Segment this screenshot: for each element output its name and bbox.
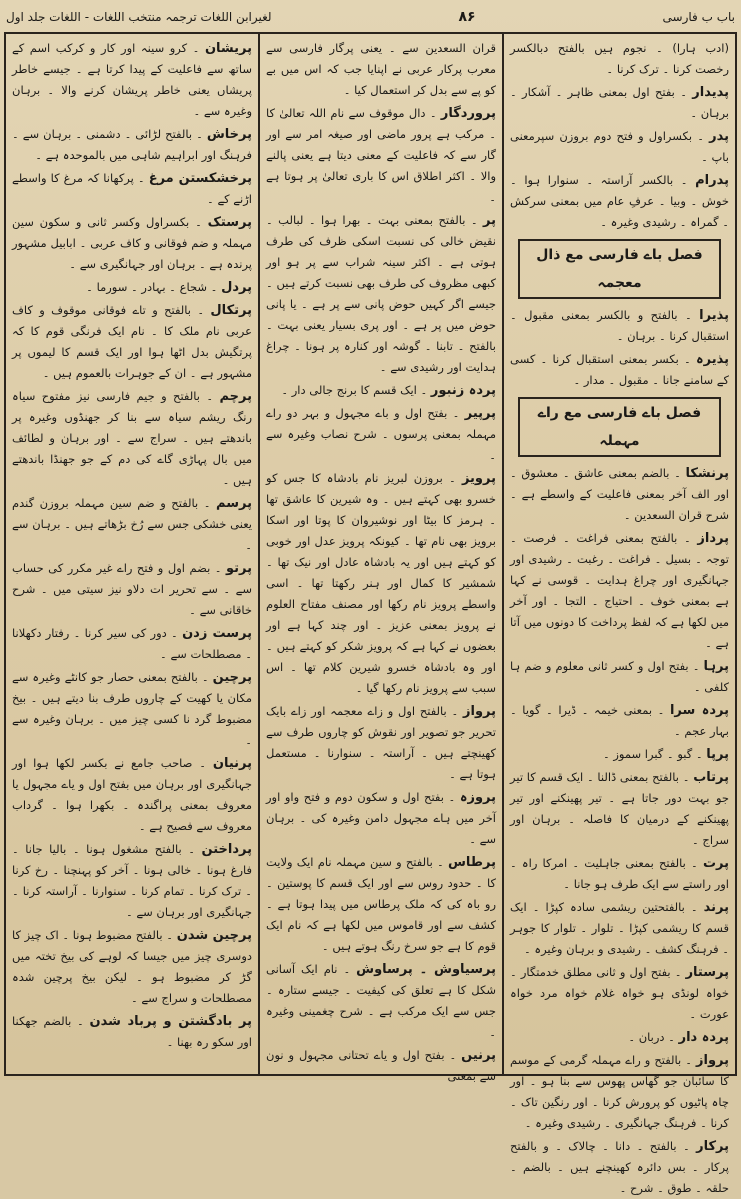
entry-definition: بکسر بمعنی استقبال کرنا ۔ کسی کے سامنے جانا ۔ مقبول ۔ مدار ۔ bbox=[510, 352, 729, 387]
entry-term: پرتکال bbox=[210, 303, 252, 318]
entry-definition: بالفتح و تاے فوقانی موقوف و کاف عربی نام ملک کا ۔ نام ایک فرنگی قوم کا کہ پرتگیش بدل اٹھا ہوا اور ایک قسم کا لیموں پر مشہور ہے ۔ ان کے جوہرات بالعموم ہیں ۔ bbox=[12, 303, 252, 380]
term-separator: ۔ bbox=[465, 213, 484, 227]
term-separator: ۔ bbox=[133, 171, 149, 185]
entry-definition: بالفتح بمعنی حصار جو کانٹے وغیرہ سے مکان یا کھیت کے چاروں طرف بنا دیتے ہیں ۔ بیخ مضبوط گرد نا کسی چیز میں ۔ برہان وغیرہ سے ۔ bbox=[12, 670, 252, 747]
entry-term: پذیرہ bbox=[696, 352, 729, 367]
term-separator: ۔ bbox=[197, 670, 213, 684]
entry-term: پرنشکا bbox=[685, 466, 729, 481]
dictionary-entry bbox=[12, 212, 252, 275]
entry-term: پرخشکستن مرغ bbox=[148, 171, 252, 186]
dictionary-entry bbox=[12, 753, 252, 837]
dictionary-entry bbox=[510, 305, 729, 347]
entry-definition: بالکسر آراستہ ۔ سنوارا ہوا ۔ خوش ۔ وبیا ۔ عرفِ عام میں بمعنی سرکش ۔ گمراہ ۔ رشیدی وغیرہ ۔ bbox=[510, 173, 729, 229]
right-mid-entries bbox=[510, 305, 729, 391]
entry-term: پرسم bbox=[216, 496, 252, 511]
entry-term: پرکار bbox=[696, 1139, 729, 1154]
text-frame bbox=[4, 32, 737, 1195]
entry-definition: بالفتح و جیم فارسی نیز مفتوح سیاہ رنگ ریشم سیاہ سے بنا کر جھنڈوں وغیرہ پر باندھتے ہیں ۔ سراج سے ۔ اور برہان و لطائف میں بال پہاڑی گاے کی دم کے جو جھنڈا باندھتے ہیں ۔ bbox=[12, 389, 252, 487]
entry-definition: بالفتح و سین مہملہ نام ایک ولایت کا ۔ حدود روس سے اور ایک قسم کا پوستین ۔ رو باہ کی کہ ملک پرطاس میں پیدا ہوتا ہے ۔ کشف سے اور قاموس میں لکھا ہے کہ نام ایک قوم کا ہے جو سرخ رنگ ہوتے ہیں ۔ bbox=[266, 855, 496, 953]
dictionary-entry bbox=[510, 744, 729, 765]
entry-term: پرچم bbox=[219, 389, 252, 404]
term-separator: ۔ bbox=[187, 41, 205, 55]
entry-term: پرپیر bbox=[464, 406, 496, 421]
page-number: ۸۶ bbox=[458, 9, 476, 25]
dictionary-entry bbox=[12, 277, 252, 298]
dictionary-entry bbox=[510, 656, 729, 698]
entry-term: پرت bbox=[702, 856, 729, 871]
page-header bbox=[6, 4, 735, 30]
entry-definition: بالفتح و راے مہملہ گرمی کے موسم کا سائبان جو گھاس پھوس سے بنا ہو ۔ اور چاہ پاٹیوں کو پرورش کرنا ۔ اور رنگین تاک ۔ کرنا ۔ فرہنگ جہانگیری ۔ رشیدی وغیرہ ۔ bbox=[510, 1053, 729, 1130]
entry-definition: بالفتح لڑائی ۔ دشمنی ۔ برہان سے ۔ فرہنگ اور ابراہیم شاہی میں بالموحدہ ہے ۔ bbox=[12, 127, 252, 162]
term-separator: ۔ bbox=[443, 790, 460, 804]
dictionary-entry bbox=[12, 667, 252, 751]
entry-term: پرنیان bbox=[212, 756, 252, 771]
entry-definition: قران السعدین سے ۔ یعنی پرگار فارسی سے معرب پرکار عربی نے اپنایا جب کہ اس میں بے کو پے سے بدل کر استعمال کیا ۔ bbox=[266, 41, 496, 97]
entry-definition: بفتح اول و یاے تحتانی مجہول و نون سے بمعنی bbox=[266, 1048, 496, 1083]
entry-definition: بالفتح اول و زاے معجمہ اور زاے بایک تحریر جو تصویر اور نقوش کو چاروں طرف سے کھینچتے ہیں ۔ آراستہ ۔ سنوارنا ۔ مستعمل ہوتا ہے ۔ bbox=[266, 704, 496, 781]
entry-definition: بالفتح بمعنی ڈالنا ۔ ایک قسم کا تیر جو بہت دور جاتا ہے ۔ تیر پھینکنے اور تیر پھینکنے کے درمیان کا فاصلہ ۔ برہان اور سراج ۔ bbox=[510, 770, 729, 847]
dictionary-entry bbox=[12, 925, 252, 1009]
term-separator: ۔ bbox=[199, 389, 220, 403]
entry-definition: بضم اول و فتح راے غیر مکرر کی حساب سے ۔ سے تحریر ات دلاو نیز سیتی میں ۔ شرح خاقانی سے ۔ bbox=[12, 561, 252, 617]
term-separator: ۔ bbox=[677, 531, 698, 545]
right-bottom-entries bbox=[510, 463, 729, 1199]
entry-term: پردہ دار bbox=[678, 1030, 729, 1045]
entry-definition: بفتح اول و کسر ثانی معلوم و ضم ہا کلفی ۔ bbox=[510, 659, 729, 694]
entry-term: پرطاس bbox=[447, 855, 496, 870]
entry-term: پر bbox=[483, 213, 496, 228]
dictionary-entry bbox=[266, 787, 496, 850]
dictionary-entry bbox=[12, 168, 252, 210]
entry-definition: نام ایک آسانی شکل کا ہے تعلق کی کیفیت ۔ جیسے ستارہ ۔ جس سے ایک مرکب ہے ۔ شرح چغمینی وغیرہ ۔ bbox=[266, 962, 496, 1039]
entry-term: پر بادگشتن و پرباد شدن bbox=[89, 1014, 252, 1029]
entry-definition: پرکھانا کہ مرغ کا واسطے اڑنے کے ۔ bbox=[12, 171, 252, 206]
dictionary-entry bbox=[266, 38, 496, 101]
dictionary-entry bbox=[510, 853, 729, 895]
dictionary-entry bbox=[510, 1136, 729, 1199]
header-chapter-title: باب ب فارسی bbox=[662, 10, 735, 24]
entry-definition: شجاع ۔ بہادر ۔ سورما ۔ bbox=[86, 280, 208, 294]
dictionary-entry bbox=[12, 623, 252, 665]
entry-definition: بالفتح مضبوط ہونا ۔ اک چیز کا دوسری چیز میں جیسا کہ لوہے کی بیخ تختہ میں گڑ کر مضبوط ہو ۔ لیکن بیخ پرچین شدہ مصطلحات و سراج سے ۔ bbox=[12, 928, 252, 1005]
entry-term: پرواز bbox=[463, 704, 496, 719]
entry-term: پروزہ bbox=[459, 790, 496, 805]
dictionary-entry bbox=[12, 1011, 252, 1053]
term-separator: ۔ bbox=[673, 173, 696, 187]
entry-definition: بالفتح بمعنی فراغت ۔ فرصت ۔ توجہ ۔ بسیل ۔ فراغت ۔ رغبت ۔ رشیدی اور جہانگیری اور چراغ ہدایت ۔ قوسی نے کہا ہے بمعنی خوف ۔ احتیاج ۔ التجا ۔ اور آخر میں لکھا ہے کہ لفظ پرداخت کا دونوں میں آتا ہے ۔ bbox=[510, 531, 729, 650]
dictionary-entry bbox=[510, 767, 729, 851]
dictionary-entry bbox=[266, 1045, 496, 1087]
entry-definition: بالفتح و ضم سین مہملہ بروزن گندم یعنی خشکی جس سے رُخ بڑھاتے ہیں ۔ برہان سے ۔ bbox=[12, 496, 252, 552]
term-separator: ۔ bbox=[670, 965, 686, 979]
entry-definition: بروزن لبریز نام بادشاہ کا جس کو خسرو بھی کہتے ہیں ۔ وہ شیرین کا عاشق تھا ۔ ہرمز کا بیٹا اور نوشیروان کا پوتا اور اسکا برویز بھی نام تھا ۔ کیونکہ پرویز عدل اور خوبی کو کہتے ہیں اور یہ بادشاہ عادل اور نیک تھا ۔ شمشیر کا کمال اور ہنر رکھتا تھا ۔ اسی واسطے پرویز نام رکھا اور مصنف مفتاح العلوم نے پرویز بمعنی عزیز ۔ اور چند کہا ہے اور بعضوں نے کہا ہے کہ پرویز شکر کو کہتے ہیں ۔ اور وہ بادشاہ خسرو شیرین کلام تھا ۔ اس سبب سے پرویز نام رکھا گیا ۔ bbox=[266, 471, 496, 695]
dictionary-entry bbox=[12, 839, 252, 923]
entry-term: پرند bbox=[703, 900, 729, 915]
section-heading-ra: فصل باے فارسی مع راے مہملہ bbox=[518, 397, 721, 457]
term-separator: ۔ bbox=[676, 1139, 697, 1153]
entry-definition: بفتح اول و باے مجہول و بہر دو راے مہملہ بمعنی پرسوں ۔ شرح نصاب وغیرہ سے ۔ bbox=[266, 406, 496, 462]
term-separator: ۔ bbox=[191, 303, 211, 317]
dictionary-entry bbox=[12, 124, 252, 166]
entry-definition: بالفتح مشغول ہونا ۔ بالیا جانا ۔ فارغ ہونا ۔ خالی ہونا ۔ آخر کو پہنچنا ۔ رخ کرنا ۔ ترک کرنا ۔ تمام کرنا ۔ سنوارنا ۔ آراستہ کرنا ۔ جہانگیری اور برہان سے ۔ bbox=[12, 842, 252, 919]
header-book-title: لغیرابن اللغات ترجمہ منتخب اللغات - اللغات جلد اول bbox=[6, 10, 272, 24]
entry-definition: بالضم بمعنی عاشق ۔ معشوق ۔ اور الف آخر بمعنی فاعلیت کے واسطے ہے ۔ شرح قران السعدین ۔ bbox=[510, 466, 729, 522]
entry-definition: دال موقوف سے نام اللہ تعالیٰ کا ۔ مرکب ہے پرور ماضی اور صیغہ امر سے اور گار سے کہ فاعلیت کے معنی دیتا ہے یعنی پالنے والا ۔ اکثر اطلاق اس کا باری تعالیٰ پر ہوتا ہے ۔ bbox=[266, 106, 496, 204]
entry-term: پرپا bbox=[706, 747, 729, 762]
dictionary-entry bbox=[266, 468, 496, 699]
term-separator: ۔ bbox=[207, 280, 222, 294]
dictionary-entry bbox=[12, 38, 252, 122]
term-separator: ۔ bbox=[166, 626, 183, 640]
dictionary-entry bbox=[510, 1050, 729, 1134]
dictionary-entry bbox=[266, 852, 496, 957]
entry-term: پرتاب bbox=[693, 770, 729, 785]
dictionary-entry bbox=[266, 210, 496, 378]
dictionary-entry bbox=[12, 300, 252, 384]
entry-term: پرنیں bbox=[461, 1048, 496, 1063]
dictionary-entry bbox=[510, 38, 729, 80]
term-separator: ۔ bbox=[681, 1053, 696, 1067]
term-separator: ۔ bbox=[677, 308, 700, 322]
entry-term: پرستار bbox=[685, 965, 729, 980]
term-separator: ۔ bbox=[198, 496, 217, 510]
dictionary-entry bbox=[266, 403, 496, 466]
entry-term: پدیدار bbox=[692, 85, 729, 100]
entry-definition: دور کی سیر کرنا ۔ رفتار دکھلانا ۔ مصطلحات سے ۔ bbox=[12, 626, 252, 661]
entry-term: پدر bbox=[709, 129, 729, 144]
entry-term: پردہ زنبور bbox=[430, 383, 496, 398]
entry-term: پرست زدن bbox=[182, 626, 252, 641]
entry-term: پریشان bbox=[204, 41, 252, 56]
entry-definition: بمعنی خیمہ ۔ ڈیرا ۔ گویا ۔ بہار عجم ۔ bbox=[510, 703, 729, 738]
entry-definition: ایک قسم کا برنج جالی دار ۔ bbox=[281, 383, 417, 397]
dictionary-entry bbox=[510, 962, 729, 1025]
entry-definition: کرو سینہ اور کار و کرکب اسم کے ساتھ سے فاعلیت کے پیدا کرتا ہے ۔ جیسے خاطر پریشاں یعنی خاطر پریشان کرنے والا ۔ برہان وغیرہ سے ۔ bbox=[12, 41, 252, 118]
dictionary-entry bbox=[510, 349, 729, 391]
dictionary-entry bbox=[266, 701, 496, 785]
section-heading-dhal: فصل باے فارسی مع ذال معجمہ bbox=[518, 239, 721, 299]
entry-term: پردہ سرا bbox=[669, 703, 729, 718]
entry-definition: بفتح اول و ثانی مطلق خدمتگار ۔ خواہ لونڈی ہو خواہ غلام خواہ مرد خواہ عورت ۔ bbox=[510, 965, 729, 1021]
entry-term: پرویز bbox=[461, 471, 496, 486]
dictionary-entry bbox=[510, 463, 729, 526]
term-separator: ۔ bbox=[442, 471, 462, 485]
column-left bbox=[6, 34, 258, 1074]
entry-term: پرداز bbox=[697, 531, 729, 546]
column-right bbox=[502, 34, 735, 1195]
entry-term: پرستک bbox=[207, 215, 252, 230]
term-separator: ۔ bbox=[685, 856, 703, 870]
term-separator: ۔ bbox=[192, 127, 207, 141]
term-separator: ۔ bbox=[416, 383, 431, 397]
dictionary-entry bbox=[510, 82, 729, 124]
dictionary-entry bbox=[510, 1027, 729, 1048]
entry-term: پرواز bbox=[696, 1053, 729, 1068]
dictionary-entry bbox=[510, 700, 729, 742]
term-separator: ۔ bbox=[181, 842, 202, 856]
entry-definition: بالفتح بمعنی بہت ۔ بھرا ہوا ۔ لبالب ۔ نقیض خالی کی نسبت اسکی ظرف کی طرف ہوتی ہے ۔ اکثر سینہ شراب سے پر ہو اور کبھی مظروف کی طرف بھی نسبت کرتے ہیں ۔ جیسے اگر کہیں حوض پانی سے پر ہے ۔ یا پانی حوض میں پر ہے ۔ اور پری بسیار یعنی بہت ۔ بالفتح ۔ تابنا ۔ گوشہ اور کنارہ پر ہونا ۔ چراغ ہدایت اور رشیدی سے ۔ bbox=[266, 213, 496, 374]
term-separator: ۔ bbox=[444, 1048, 462, 1062]
dictionary-entry bbox=[12, 386, 252, 491]
dictionary-entry bbox=[266, 959, 496, 1043]
entry-definition: بالضم جھکنا اور سکو رہ بھنا ۔ bbox=[12, 1014, 252, 1049]
dictionary-entry bbox=[266, 380, 496, 401]
entry-term: پرتو bbox=[225, 561, 252, 576]
term-separator: ۔ bbox=[669, 466, 686, 480]
middle-entries bbox=[266, 38, 496, 1087]
term-separator: ۔ bbox=[210, 561, 226, 575]
entry-definition: بفتح اول و سکون دوم و فتح واو اور آخر میں ہاے مجہول دامن وغیرہ کی ۔ برہان سے ۔ bbox=[266, 790, 496, 846]
dictionary-entry bbox=[266, 103, 496, 208]
term-separator: ۔ bbox=[447, 406, 465, 420]
term-separator: ۔ bbox=[684, 900, 704, 914]
entry-term: پرداختن bbox=[201, 842, 252, 857]
term-separator: ۔ bbox=[162, 928, 177, 942]
term-separator: ۔ bbox=[688, 659, 704, 673]
entry-term: پرچین شدن bbox=[176, 928, 252, 943]
entry-definition: بکسراول وکسر ثانی و سکون سین مہملہ و ضم فوقانی و کاف عربی ۔ ابابیل مشہور پرندہ ہے ۔ برہان اور جہانگیری سے ۔ bbox=[12, 215, 252, 271]
entry-term: پردل bbox=[221, 280, 252, 295]
entry-definition: بالفتح ۔ دانا ۔ چالاک ۔ و بالفتح پرکار ۔ بس دائرہ کھینچنے ہیں ۔ بالضم ۔ حلقہ ۔ طوق ۔ شرح ۔ bbox=[510, 1139, 729, 1195]
entry-term: پرخاش bbox=[206, 127, 252, 142]
term-separator: ۔ bbox=[674, 85, 693, 99]
term-separator: ۔ bbox=[446, 704, 463, 718]
entry-term: پذیرا bbox=[699, 308, 729, 323]
term-separator: ۔ bbox=[678, 352, 696, 366]
dictionary-entry bbox=[12, 558, 252, 621]
dictionary-entry bbox=[510, 126, 729, 168]
entry-definition: گبو ۔ گبرا سموز ۔ bbox=[602, 747, 693, 761]
entry-term: پرچین bbox=[212, 670, 252, 685]
right-top-entries bbox=[510, 38, 729, 233]
entry-term: پروردگار bbox=[440, 106, 496, 121]
term-separator: ۔ bbox=[337, 962, 357, 976]
entry-definition: بفتح اول بمعنی ظاہر ۔ آشکار ۔ برہان ۔ bbox=[510, 85, 729, 120]
entry-definition: بالفتح و بالکسر بمعنی مقبول ۔ استقبال کرنا ۔ برہان ۔ bbox=[510, 308, 729, 343]
entry-term: پرہا bbox=[703, 659, 729, 674]
term-separator: ۔ bbox=[71, 1014, 90, 1028]
term-separator: ۔ bbox=[692, 747, 707, 761]
term-separator: ۔ bbox=[679, 770, 694, 784]
entry-term: پرسیاوش ۔ پرساوش bbox=[356, 962, 496, 977]
dictionary-entry bbox=[510, 528, 729, 654]
column-middle bbox=[258, 34, 502, 1083]
dictionary-entry bbox=[510, 170, 729, 233]
term-separator: ۔ bbox=[432, 855, 448, 869]
term-separator: ۔ bbox=[692, 129, 710, 143]
dictionary-entry bbox=[12, 493, 252, 556]
dictionary-entry bbox=[510, 897, 729, 960]
entry-definition: بکسراول و فتح دوم بروزن سپرمعنی باپ ۔ bbox=[510, 129, 729, 164]
term-separator: ۔ bbox=[425, 106, 441, 120]
term-separator: ۔ bbox=[652, 703, 670, 717]
term-separator: ۔ bbox=[192, 756, 213, 770]
entry-definition: بالفتحتین ریشمی سادہ کپڑا ۔ ایک قسم کا ریشمی کپڑا ۔ تلوار ۔ تلوار کا جوہر ۔ فرہنگ کشف ۔ رشیدی و برہان وغیرہ ۔ bbox=[510, 900, 729, 956]
entry-definition: دربان ۔ bbox=[628, 1030, 665, 1044]
entry-definition: بالفتح بمعنی جاہلیت ۔ امرکا راہ ۔ اور راستے سے ایک طرف ہو جانا ۔ bbox=[510, 856, 729, 891]
term-separator: ۔ bbox=[664, 1030, 679, 1044]
term-separator: ۔ bbox=[189, 215, 208, 229]
entry-definition: (ادب ہارا) ۔ نجوم ہیں بالفتح دبالکسر رخصت کرنا ۔ ترک کرنا ۔ bbox=[510, 41, 729, 76]
entry-term: پدرام bbox=[695, 173, 729, 188]
entry-definition: صاحب جامع نے بکسر لکھا ہوا اور جہانگیری اور برہان میں بفتح اول و یاے مجہول یا معروف بمعنی پراگندہ ۔ بکھرا ہوا ۔ گرداب معروف سے فصیح ہے ۔ bbox=[12, 756, 252, 833]
left-entries bbox=[12, 38, 252, 1053]
